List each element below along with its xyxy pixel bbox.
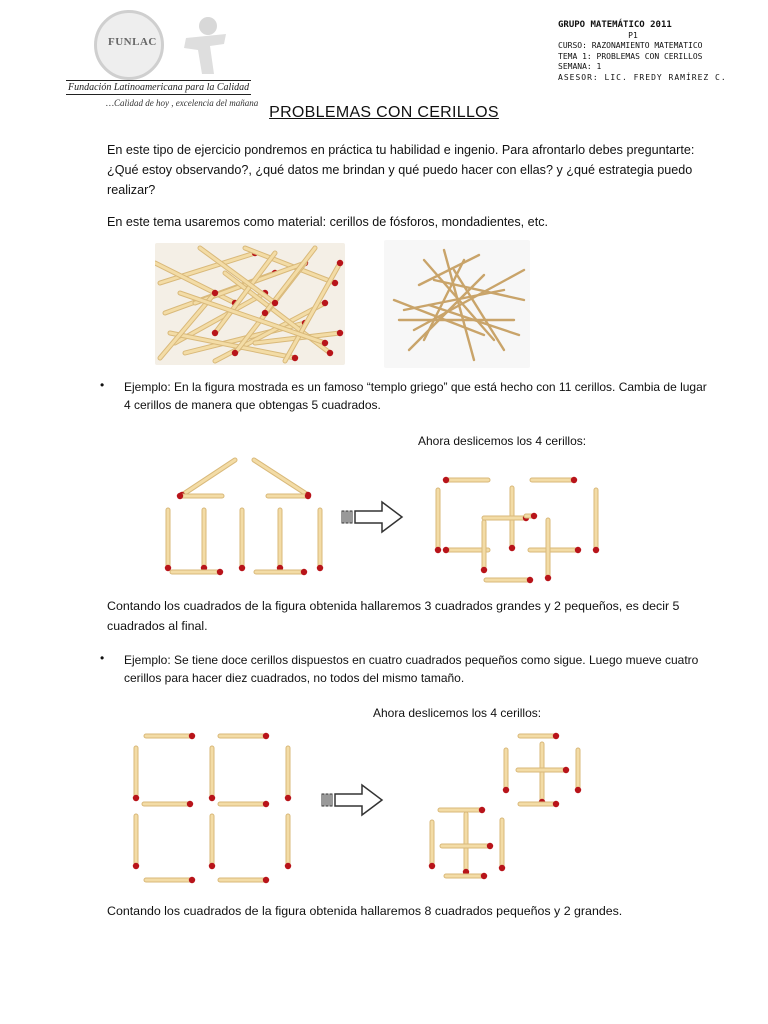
matchstick [486, 577, 533, 583]
code-label: P1 [628, 30, 638, 40]
matchstick [209, 748, 215, 801]
matchstick [520, 733, 559, 739]
materials-paragraph: En este tema usaremos como material: cerillos de fósforos, mondadientes, etc. [107, 215, 548, 229]
matchstick [545, 520, 551, 581]
matchstick [530, 547, 581, 553]
matchstick [133, 748, 139, 801]
intro-paragraph: En este tipo de ejercicio pondremos en práctica tu habilidad e ingenio. Para afrontarlo debes preguntarte: ¿Qué estoy observando?, ¿qué datos me brindan y qué puedo hacer con ellas? y ¿qué estrategia puedo realizar? [107, 143, 695, 197]
matchstick [442, 843, 493, 849]
matchstick [440, 807, 485, 813]
example1-now: Ahora deslicemos los 4 cerillos: [418, 434, 587, 448]
matchstick [446, 873, 487, 879]
right-arrow-icon [342, 502, 402, 532]
matchstick [177, 493, 222, 499]
right-arrow-icon [322, 785, 382, 815]
example1-text: Ejemplo: En la figura mostrada es un famoso “templo griego” que está hecho con 11 cerillos. Cambia de lugar 4 cerillos de manera que obtengas 5 cuadrados. [124, 380, 707, 412]
matchstick [146, 733, 195, 739]
matches-photo [155, 243, 345, 365]
logo-slogan: …Calidad de hoy , excelencia del mañana [106, 98, 259, 108]
advisor-label: ASESOR: LIC. FREDY RAMÍREZ C. [558, 72, 727, 82]
matchstick [254, 460, 311, 498]
course-header [558, 20, 748, 83]
bullet: • [100, 378, 105, 392]
matchstick [172, 569, 223, 575]
matchstick [201, 510, 207, 571]
toothpicks-photo [384, 240, 530, 368]
group-label: GRUPO MATEMÁTICO 2011 [558, 20, 672, 30]
example1-conclusion: Contando los cuadrados de la figura obtenida hallaremos 3 cuadrados grandes y 2 pequeños, es decir 5 cuadrados al final. [107, 599, 680, 633]
matchstick [484, 515, 529, 521]
matchstick [520, 801, 559, 807]
matchstick [179, 460, 235, 498]
matchstick [133, 816, 139, 869]
matchstick [532, 477, 577, 483]
matchstick [285, 748, 291, 801]
example2-conclusion: Contando los cuadrados de la figura obtenida hallaremos 8 cuadrados pequeños y 2 grandes. [107, 904, 623, 918]
funlac-logo [66, 8, 259, 108]
matchstick [518, 767, 569, 773]
matchstick [146, 877, 195, 883]
bullet: • [100, 651, 105, 665]
example2-now: Ahora deslicemos los 4 cerillos: [373, 706, 542, 720]
matchstick [277, 510, 283, 571]
temple-puzzle-figure [150, 450, 610, 590]
matchstick [526, 513, 537, 519]
matchstick [317, 510, 323, 571]
matchstick [429, 822, 435, 869]
matchstick [239, 510, 245, 571]
matchstick [144, 801, 193, 807]
matchstick [443, 477, 488, 483]
matchstick [481, 522, 487, 573]
matchstick [268, 493, 311, 499]
matchstick [220, 733, 269, 739]
topic-label: TEMA 1: PROBLEMAS CON CERILLOS [558, 51, 703, 61]
matchstick [209, 816, 215, 869]
page-title: PROBLEMAS CON CERILLOS [269, 104, 499, 121]
matchstick [539, 744, 545, 805]
week-label: SEMANA: 1 [558, 62, 602, 71]
matchstick [220, 877, 269, 883]
person-icon [166, 16, 236, 76]
example2-text: Ejemplo: Se tiene doce cerillos dispuestos en cuatro cuadrados pequeños como sigue. Luego mueve cuatro cerillos para hacer diez cuadrados, no todos del mismo tamaño. [124, 653, 699, 685]
logo-brand: FUNLAC [108, 36, 157, 48]
matchstick [503, 750, 509, 793]
matchstick [256, 569, 307, 575]
matchstick [499, 820, 505, 871]
logo-tagline: Fundación Latinoamericana para la Calidad [68, 82, 250, 93]
matchstick [285, 816, 291, 869]
course-label: CURSO: RAZONAMIENTO MATEMATICO [558, 41, 703, 50]
matchstick [435, 490, 441, 553]
matchstick [220, 801, 269, 807]
matchstick [575, 750, 581, 793]
matchstick [593, 490, 599, 553]
squares-puzzle-figure [120, 724, 600, 894]
matchstick [165, 510, 171, 571]
matchstick [443, 547, 488, 553]
